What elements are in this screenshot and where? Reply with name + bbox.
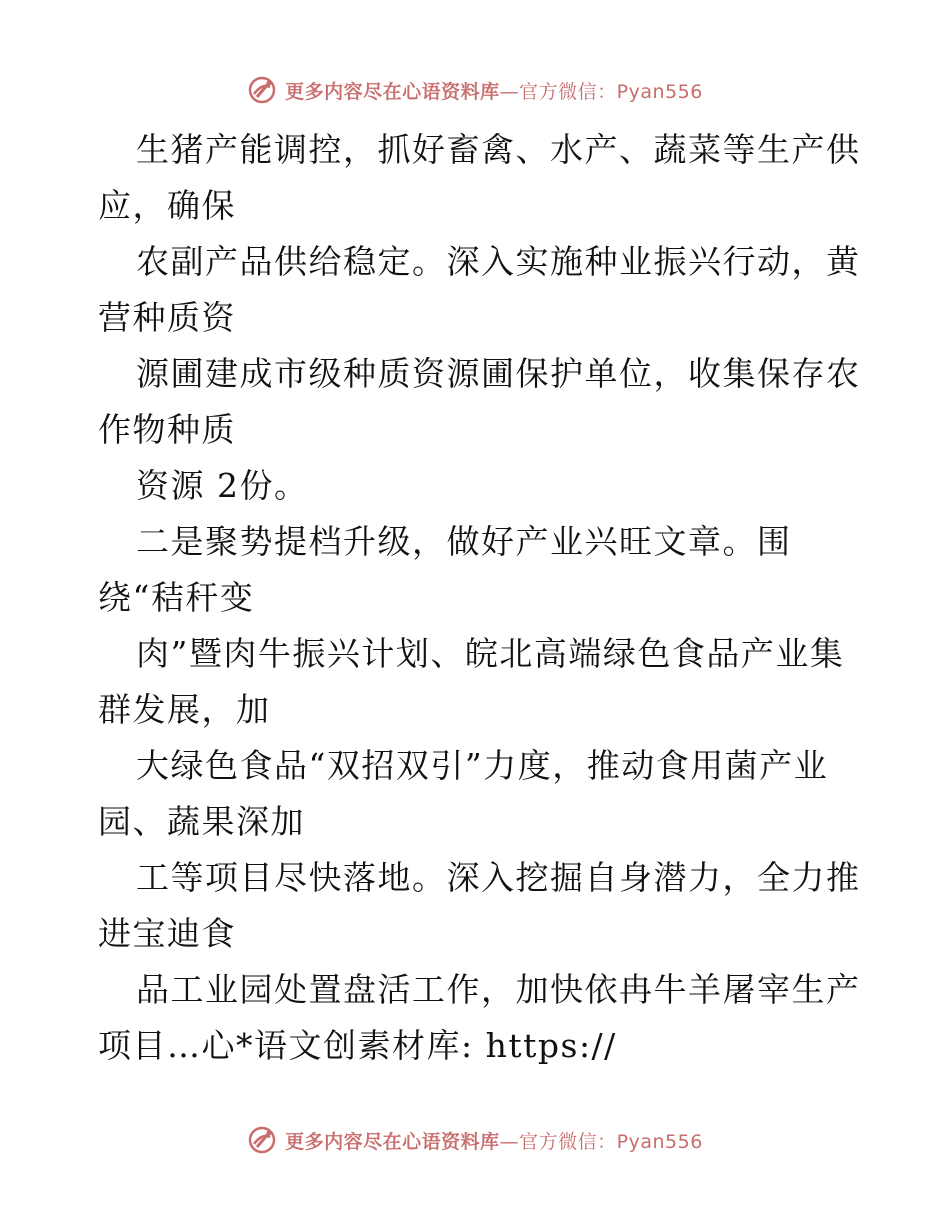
paragraph-line: 大绿色食品“双招双引”力度，推动食用菌产业	[136, 746, 829, 785]
paragraph-line: 资源 2份。	[136, 466, 309, 505]
paragraph-line: 应，确保	[98, 186, 236, 225]
paragraph-line: 营种质资	[98, 298, 236, 337]
stamp-logo-icon	[247, 75, 277, 105]
paragraph-line: 二是聚势提档升级，做好产业兴旺文章。围	[136, 522, 792, 561]
paragraph-line: 项目…心*语文创素材库: https://	[98, 1026, 617, 1065]
header-banner-official: —官方微信：Pyan556	[499, 80, 703, 103]
paragraph-line: 进宝迪食	[98, 914, 236, 953]
paragraph-line: 绕“秸秆变	[98, 578, 255, 617]
footer-banner-main: 更多内容尽在心语资料库	[285, 1130, 500, 1153]
paragraph-line: 肉”暨肉牛振兴计划、皖北高端绿色食品产业集	[136, 634, 845, 673]
paragraph-line: 品工业园处置盘活工作，加快依冉牛羊屠宰生产	[136, 970, 861, 1009]
paragraph-line: 园、蔬果深加	[98, 802, 305, 841]
document-body	[98, 122, 861, 1074]
paragraph-line: 农副产品供给稳定。深入实施种业振兴行动，黄	[136, 242, 861, 281]
footer-banner-official: —官方微信：Pyan556	[499, 1130, 703, 1153]
paragraph-line: 作物种质	[98, 410, 236, 449]
header-banner	[0, 70, 950, 110]
header-banner-text	[285, 77, 703, 104]
footer-banner	[0, 1120, 950, 1160]
paragraph-line: 生猪产能调控，抓好畜禽、水产、蔬菜等生产供	[136, 130, 861, 169]
header-banner-main: 更多内容尽在心语资料库	[285, 80, 500, 103]
paragraph-line: 工等项目尽快落地。深入挖掘自身潜力，全力推	[136, 858, 861, 897]
paragraph-line: 群发展，加	[98, 690, 271, 729]
paragraph-line: 源圃建成市级种质资源圃保护单位，收集保存农	[136, 354, 861, 393]
stamp-logo-icon	[247, 1125, 277, 1155]
footer-banner-text	[285, 1127, 703, 1154]
